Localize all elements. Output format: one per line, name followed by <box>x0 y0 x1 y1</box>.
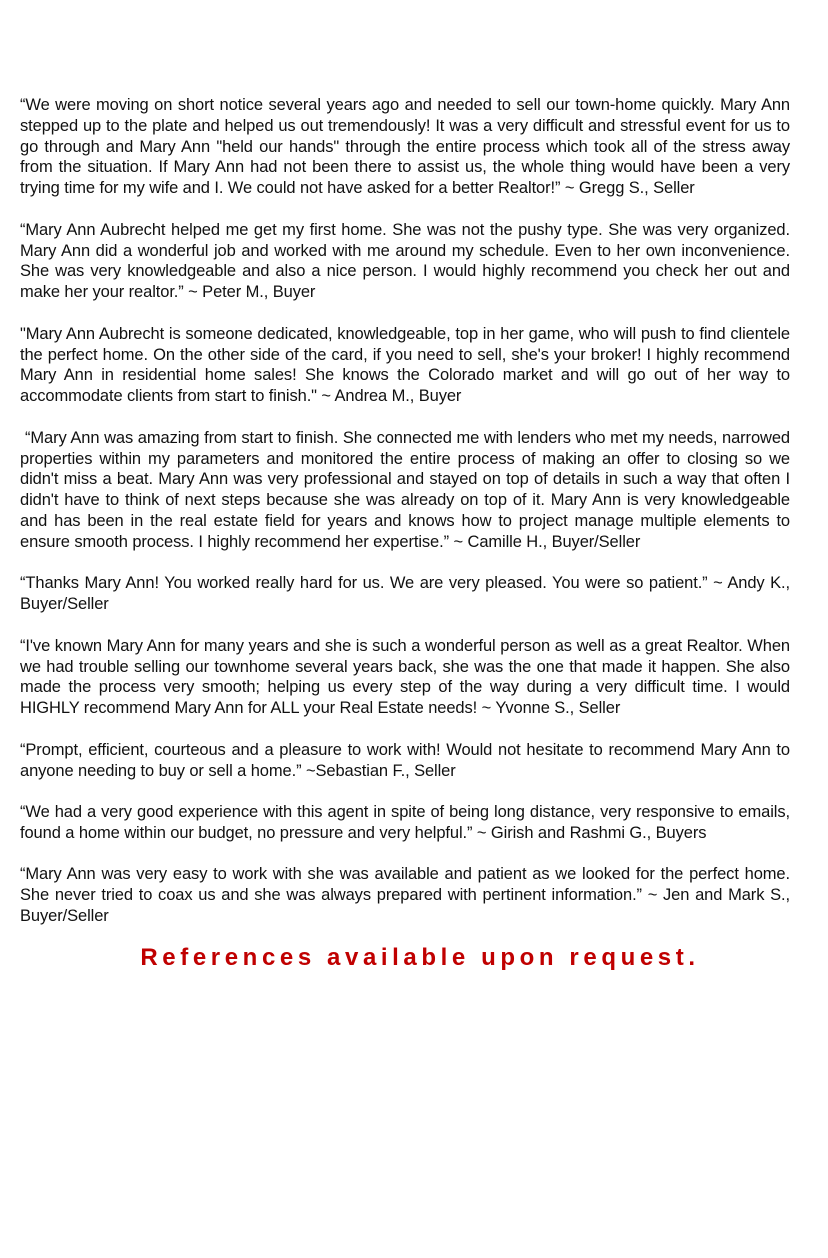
testimonial-gregg: “We were moving on short notice several years ago and needed to sell our town-home quickly. Mary Ann stepped up to the plate and helped us out tremendously! It was a very difficult and stressful event for us to go through and Mary Ann "held our hands" through the entire process which took all of the stress away from the situation. If Mary Ann had not been there to assist us, the whole thing would have been a very trying time for my wife and I. We could not have asked for a better Realtor!” ~ Gregg S., Seller <box>20 96 790 198</box>
testimonial-peter: “Mary Ann Aubrecht helped me get my first home. She was not the pushy type. She was very organized. Mary Ann did a wonderful job and worked with me around my schedule. Even to her own inconvenience. She was very knowledgeable and also a nice person. I would highly recommend you check her out and make her your realtor.” ~ Peter M., Buyer <box>20 220 790 302</box>
testimonial-girish-rashmi: “We had a very good experience with this agent in spite of being long distance, very responsive to emails, found a home within our budget, no pressure and very helpful.” ~ Girish and Rashmi G., Buyers <box>20 803 790 842</box>
testimonial-sebastian: “Prompt, efficient, courteous and a pleasure to work with! Would not hesitate to recommend Mary Ann to anyone needing to buy or sell a home.” ~Sebastian F., Seller <box>20 740 790 780</box>
testimonial-andrea: "Mary Ann Aubrecht is someone dedicated, knowledgeable, top in her game, who will push to find clientele the perfect home. On the other side of the card, if you need to sell, she's your broker! I highly recommend Mary Ann in residential home sales! She knows the Colorado market and will go out of her way to accommodate clients from start to finish." ~ Andrea M., Buyer <box>20 324 790 406</box>
testimonial-andy: “Thanks Mary Ann! You worked really hard for us. We are very pleased. You were so patient.” ~ Andy K., Buyer/Seller <box>20 574 790 614</box>
references-note: References available upon request. <box>140 943 700 971</box>
testimonial-yvonne: “I've known Mary Ann for many years and she is such a wonderful person as well as a great Realtor. When we had trouble selling our townhome several years back, she was the one that made it happen. She also made the process very smooth; helping us every step of the way during a very difficult time. I would HIGHLY recommend Mary Ann for ALL your Real Estate needs! ~ Yvonne S., Seller <box>20 636 790 718</box>
testimonial-camille: “Mary Ann was amazing from start to finish. She connected me with lenders who met my needs, narrowed properties within my parameters and monitored the entire process of making an offer to closing so we didn't miss a beat. Mary Ann was very professional and stayed on top of details in such a way that often I didn't have to think of next steps because she was already on top of it. Mary Ann is very knowledgeable and has been in the real estate field for years and knows how to project manage multiple elements to ensure smooth process. I highly recommend her expertise.” ~ Camille H., Buyer/Seller <box>20 428 790 551</box>
testimonial-jen-mark: “Mary Ann was very easy to work with she was available and patient as we looked for the perfect home. She never tried to coax us and she was always prepared with pertinent information.” ~ Jen and Mark S., Buyer/Seller <box>20 865 790 926</box>
testimonials-page <box>20 95 790 971</box>
